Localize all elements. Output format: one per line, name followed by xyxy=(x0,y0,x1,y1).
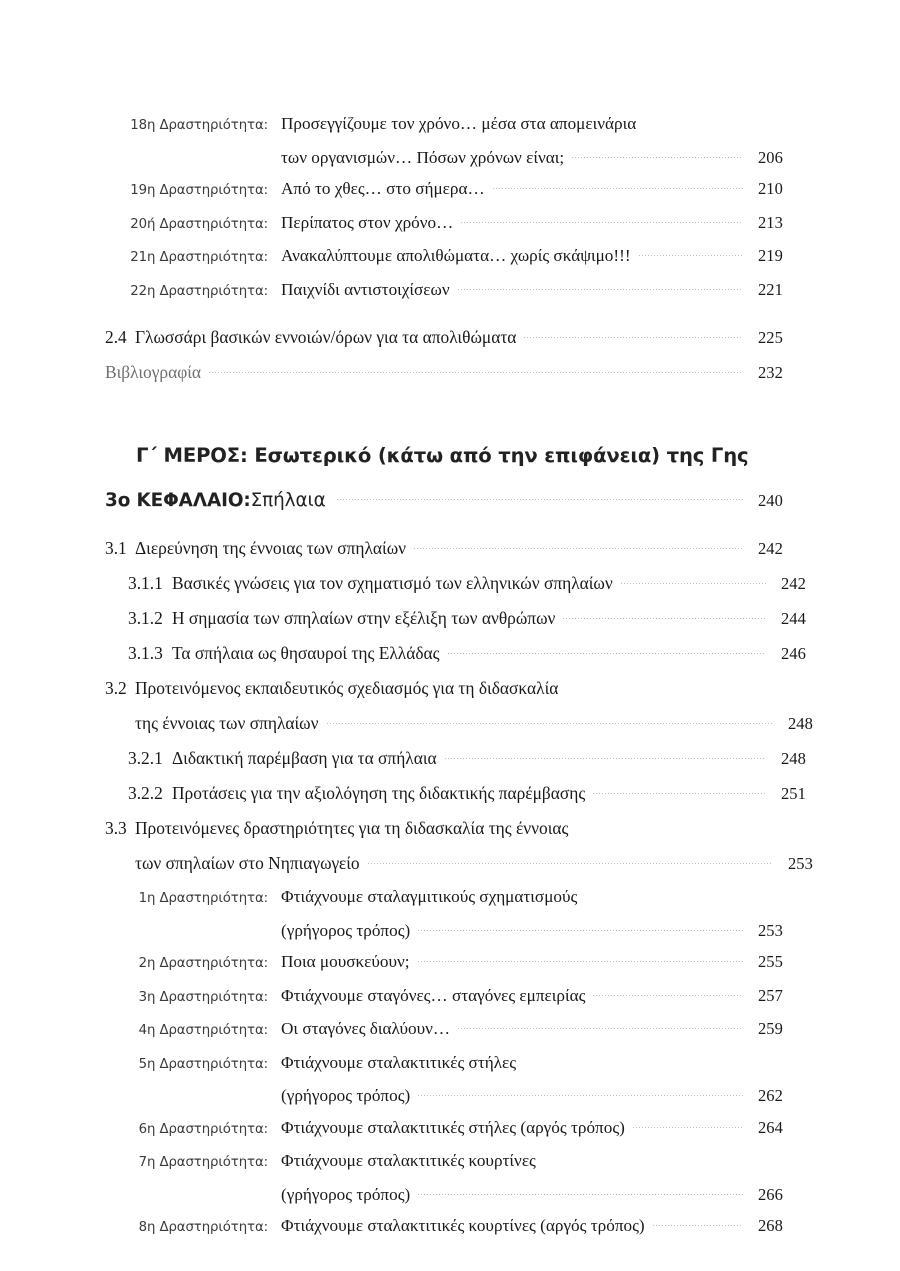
dot-leader xyxy=(413,537,743,554)
dot-leader xyxy=(592,782,766,799)
toc-entry-activity-continuation[interactable] xyxy=(105,1179,783,1211)
dot-leader xyxy=(492,178,743,195)
toc-entry-activity[interactable] xyxy=(105,1112,783,1146)
toc-entry-activity[interactable] xyxy=(105,240,783,274)
page-number: 210 xyxy=(757,179,783,198)
activity-title: Ανακαλύπτουμε απολιθώματα… χωρίς σκάψιμο!!! xyxy=(281,246,631,265)
activity-label: 3η Δραστηριότητα: xyxy=(138,989,268,1005)
section-title: Προτεινόμενες δραστηριότητες για τη διδασκαλία της έννοιας xyxy=(135,818,569,838)
activity-title: Φτιάχνουμε σταλακτιτικές στήλες (αργός τρόπος) xyxy=(281,1117,625,1137)
section-title: της έννοιας των σπηλαίων xyxy=(135,713,319,733)
toc-entry-section-continuation[interactable] xyxy=(105,846,813,881)
section-title: των σπηλαίων στο Νηπιαγωγείο xyxy=(135,853,360,873)
dot-leader xyxy=(367,852,773,869)
activity-title: Οι σταγόνες διαλύουν… xyxy=(281,1019,451,1038)
page-number: 264 xyxy=(757,1117,783,1137)
dot-leader xyxy=(523,326,743,343)
activity-title: Από το χθες… στο σήμερα… xyxy=(281,179,485,198)
toc-entry-activity-continuation[interactable] xyxy=(105,1080,783,1112)
toc-entry-activity[interactable] xyxy=(105,207,783,241)
page-number: 253 xyxy=(787,854,813,873)
activity-title: Περίπατος στον χρόνο… xyxy=(281,212,454,232)
toc-entry-subsection[interactable] xyxy=(105,776,806,811)
toc-entry-activity[interactable] xyxy=(105,173,783,207)
activity-label: 4η Δραστηριότητα: xyxy=(138,1023,268,1038)
page-number: 244 xyxy=(780,609,806,628)
toc-entry-activity[interactable] xyxy=(105,1145,783,1179)
part-heading: Γ΄ ΜΕΡΟΣ: Εσωτερικό (κάτω από την επιφάνεια) της Γης xyxy=(136,444,749,467)
page-number: 248 xyxy=(780,749,806,768)
section-number: 3.3 xyxy=(105,818,127,838)
activity-title: Παιχνίδι αντιστοιχίσεων xyxy=(281,279,450,299)
page-number: 206 xyxy=(757,147,783,167)
section-title: Βασικές γνώσεις για τον σχηματισμό των ελληνικών σπηλαίων xyxy=(172,573,613,593)
dot-leader xyxy=(632,1116,743,1133)
activity-title: Φτιάχνουμε σταλακτιτικές κουρτίνες (αργός τρόπος) xyxy=(281,1216,645,1235)
toc-entry-activity-continuation[interactable] xyxy=(105,915,783,947)
chapter-number-label: 3ο ΚΕΦΑΛΑΙΟ: xyxy=(105,490,251,511)
toc-entry-subsection[interactable] xyxy=(105,741,806,776)
activity-label: 1η Δραστηριότητα: xyxy=(138,891,268,906)
activity-label: 8η Δραστηριότητα: xyxy=(138,1220,268,1235)
dot-leader xyxy=(444,747,766,764)
chapter-title: Σπήλαια xyxy=(250,490,326,511)
toc-entry-activity[interactable] xyxy=(105,108,783,142)
section-number: 3.1 xyxy=(105,538,127,558)
page-number: 246 xyxy=(780,644,806,663)
activity-title: Φτιάχνουμε σταλακτιτικές στήλες xyxy=(281,1052,517,1072)
toc-entry-subsection[interactable] xyxy=(105,601,806,636)
page-number: 257 xyxy=(757,985,783,1005)
section-number: 3.1.1 xyxy=(128,573,163,593)
toc-entry-activity[interactable] xyxy=(105,881,783,915)
section-number: 3.1.3 xyxy=(128,643,163,663)
toc-entry-chapter-3[interactable] xyxy=(105,478,783,524)
dot-leader xyxy=(460,211,743,228)
page-number: 219 xyxy=(757,246,783,265)
toc-entry-subsection[interactable] xyxy=(105,636,806,671)
page-number: 242 xyxy=(780,574,806,593)
page-number: 232 xyxy=(757,363,783,382)
dot-leader xyxy=(571,146,743,163)
dot-leader xyxy=(592,984,743,1001)
dot-leader xyxy=(447,642,766,659)
page-number: 240 xyxy=(757,491,783,510)
section-number: 3.1.2 xyxy=(128,608,163,628)
toc-entry-subsection[interactable] xyxy=(105,566,806,601)
activity-title: (γρήγορος τρόπος) xyxy=(281,1086,411,1105)
toc-entry-section-continuation[interactable] xyxy=(105,706,813,741)
page-number: 255 xyxy=(757,952,783,971)
section-title: Προτάσεις για την αξιολόγηση της διδακτικής παρέμβασης xyxy=(172,783,586,803)
activity-title: (γρήγορος τρόπος) xyxy=(281,1184,411,1204)
section-title: Τα σπήλαια ως θησαυροί της Ελλάδας xyxy=(172,643,440,663)
activity-label: 19η Δραστηριότητα: xyxy=(130,183,268,198)
activity-label: 18η Δραστηριότητα: xyxy=(130,118,268,133)
dot-leader xyxy=(562,607,766,624)
activity-list-chapter3 xyxy=(105,881,783,1244)
activity-label: 20ή Δραστηριότητα: xyxy=(130,216,268,232)
toc-entry-section[interactable] xyxy=(105,531,783,566)
toc-entry-activity[interactable] xyxy=(105,946,783,980)
toc-entry-activity[interactable] xyxy=(105,1210,783,1244)
section-title: Διερεύνηση της έννοιας των σπηλαίων xyxy=(135,538,407,558)
dot-leader xyxy=(336,488,743,506)
toc-entry-activity[interactable] xyxy=(105,1013,783,1047)
section-number: 3.2 xyxy=(105,678,127,698)
dot-leader xyxy=(457,278,743,295)
page-number: 259 xyxy=(757,1019,783,1038)
dot-leader xyxy=(457,1018,743,1035)
bibliography-title: Βιβλιογραφία xyxy=(105,362,202,382)
activity-title: Φτιάχνουμε σταλαγμιτικούς σχηματισμούς xyxy=(281,887,578,906)
activity-label: 6η Δραστηριότητα: xyxy=(138,1121,268,1137)
toc-entry-section[interactable] xyxy=(105,671,783,706)
page-number: 242 xyxy=(757,539,783,558)
section-title: Η σημασία των σπηλαίων στην εξέλιξη των ανθρώπων xyxy=(172,608,556,628)
activity-label: 22η Δραστηριότητα: xyxy=(130,283,268,299)
section-number: 3.2.1 xyxy=(128,748,163,768)
section-number: 2.4 xyxy=(105,327,127,347)
activity-title: Φτιάχνουμε σταγόνες… σταγόνες εμπειρίας xyxy=(281,985,586,1005)
activity-title: (γρήγορος τρόπος) xyxy=(281,920,411,940)
page-number: 251 xyxy=(780,784,806,803)
spacer xyxy=(105,307,783,320)
toc-entry-activity[interactable] xyxy=(105,980,783,1014)
section-list-chapter3 xyxy=(105,531,813,881)
page-number: 262 xyxy=(757,1086,783,1105)
toc-entry-activity-continuation[interactable] xyxy=(105,142,783,174)
toc-entry-activity[interactable] xyxy=(105,274,783,308)
activity-title: των οργανισμών… Πόσων χρόνων είναι; xyxy=(281,147,565,167)
dot-leader xyxy=(208,361,743,378)
activity-label: 5η Δραστηριότητα: xyxy=(138,1056,268,1072)
page-number: 213 xyxy=(757,212,783,232)
page-number: 225 xyxy=(757,328,783,347)
page-number: 266 xyxy=(757,1184,783,1204)
activity-title: Προσεγγίζουμε τον χρόνο… μέσα στα απομεινάρια xyxy=(281,114,637,133)
activity-label: 7η Δραστηριότητα: xyxy=(138,1155,268,1170)
section-number: 3.2.2 xyxy=(128,783,163,803)
page-number: 268 xyxy=(757,1216,783,1235)
dot-leader xyxy=(417,1085,743,1102)
spacer xyxy=(105,524,783,531)
activity-label: 2η Δραστηριότητα: xyxy=(138,956,268,971)
dot-leader xyxy=(417,919,743,936)
toc-entry-bibliography[interactable] xyxy=(105,355,783,390)
activity-title: Ποια μουσκεύουν; xyxy=(281,952,410,971)
dot-leader xyxy=(417,1183,743,1200)
dot-leader xyxy=(638,245,743,262)
activity-list-chapter2 xyxy=(105,108,783,307)
section-title: Γλωσσάρι βασικών εννοιών/όρων για τα απολιθώματα xyxy=(135,327,517,347)
activity-title: Φτιάχνουμε σταλακτιτικές κουρτίνες xyxy=(281,1151,536,1170)
dot-leader xyxy=(620,572,766,589)
dot-leader xyxy=(652,1215,743,1232)
activity-label: 21η Δραστηριότητα: xyxy=(130,250,268,265)
dot-leader xyxy=(326,712,774,729)
toc-entry-activity[interactable] xyxy=(105,1047,783,1081)
toc-entry-section[interactable] xyxy=(105,811,783,846)
section-title: Προτεινόμενος εκπαιδευτικός σχεδιασμός για τη διδασκαλία xyxy=(135,678,559,698)
page-number: 221 xyxy=(757,279,783,299)
toc-entry-section-2-4[interactable] xyxy=(105,320,783,355)
page-number: 253 xyxy=(757,920,783,940)
dot-leader xyxy=(417,951,743,968)
page-number: 248 xyxy=(787,714,813,733)
section-title: Διδακτική παρέμβαση για τα σπήλαια xyxy=(172,748,437,768)
